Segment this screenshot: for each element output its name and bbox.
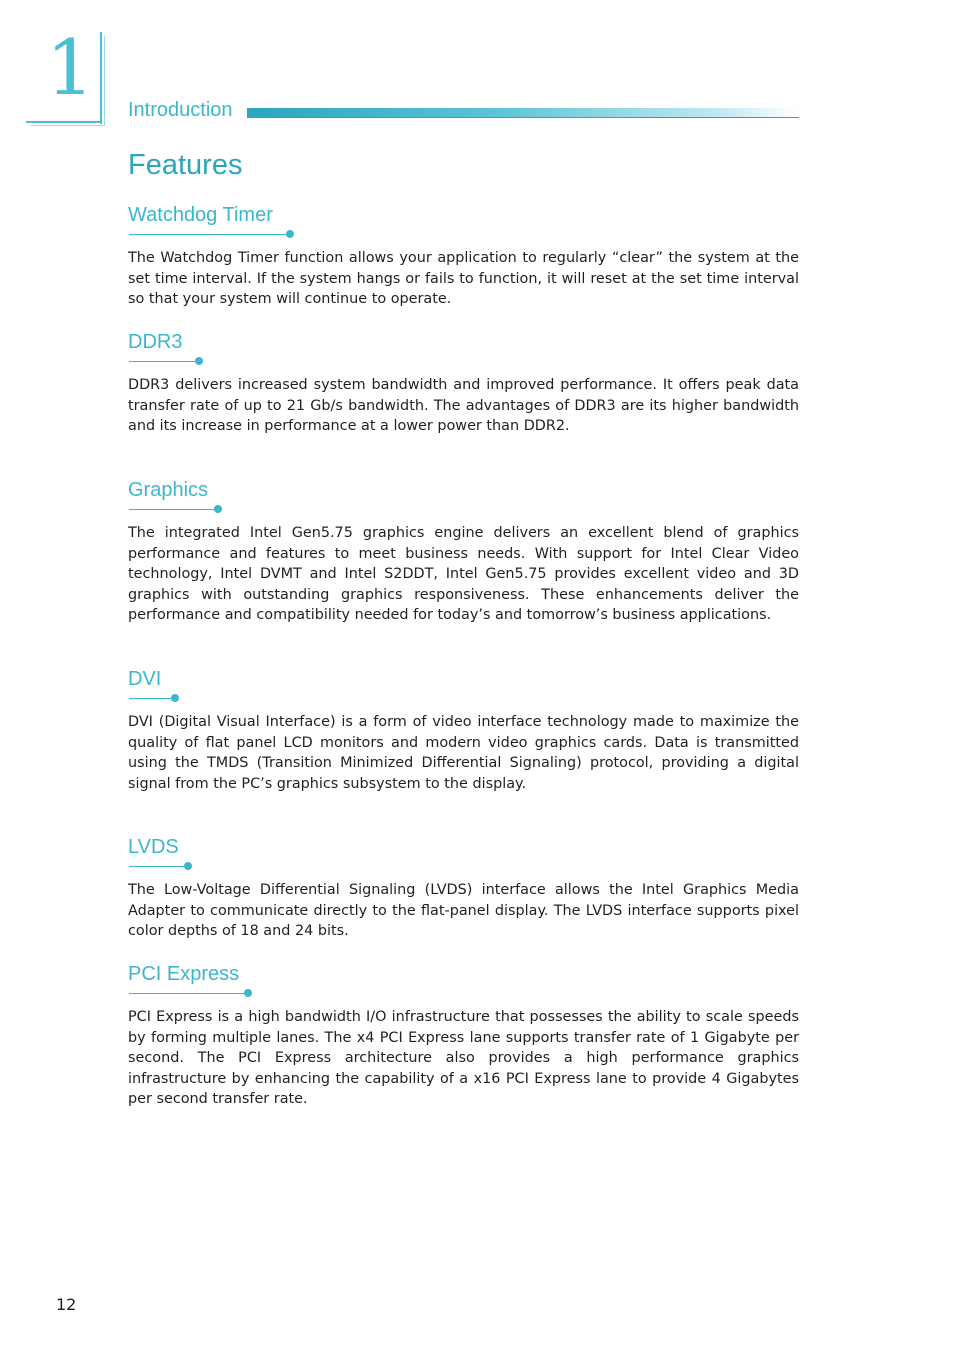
heading-rule-line [129,698,175,699]
page-number: 12 [56,1295,77,1314]
heading-rule-line [129,361,199,362]
section-body: The integrated Intel Gen5.75 graphics engine delivers an excellent blend of graphics performance and features to meet business needs. With support for Intel Clear Video technology, Intel DVMT and Intel S2DDT, Intel Gen5.75 provides excellent video and 3D graphics with outstanding graphics responsiveness. These enhancements deliver the performance and compatibility needed for today’s and tomorrow’s business applications. [128,525,799,623]
section-body: DVI (Digital Visual Interface) is a form of video interface technology made to maximize the quality of flat panel LCD monitors and modern video graphics cards. Data is transmitted using the TMDS (Transition Minimized Differential Signaling) protocol, providing a digital signal from the PC’s graphics subsystem to the display. [128,714,799,792]
heading-rule-dot [214,505,222,513]
chapter-frame-vertical [100,32,102,124]
chapter-frame-vertical-shadow [104,36,105,126]
section-heading: Graphics [128,479,209,501]
section-heading: DDR3 [128,331,183,353]
heading-rule [128,694,799,702]
running-title-bar-underline [247,117,799,118]
heading-rule-dot [184,862,192,870]
section-body: DDR3 delivers increased system bandwidth and improved performance. It offers peak data transfer rate of up to 21 Gb/s bandwidth. The advantages of DDR3 are its higher bandwidth and its increase in performance at a lower power than DDR2. [128,377,799,434]
chapter-number: 1 [46,23,95,112]
section-body: The Watchdog Timer function allows your application to regularly “clear” the system at the set time interval. If the system hangs or fails to function, it will reset at the set time interval so that your system will continue to operate. [128,250,799,307]
heading-rule-dot [244,989,252,997]
heading-rule-line [129,234,289,235]
section-ddr3 [128,330,799,437]
section-heading: LVDS [128,836,179,858]
heading-rule-line [129,993,249,994]
heading-rule-line [129,509,217,510]
heading-rule [128,357,799,365]
section-graphics [128,478,799,626]
heading-rule [128,230,799,238]
chapter-frame-horizontal-shadow [30,125,105,126]
heading-rule [128,505,799,513]
heading-rule [128,862,799,870]
section-pci-express [128,962,799,1110]
section-lvds [128,835,799,942]
heading-rule-dot [171,694,179,702]
section-heading: Watchdog Timer [128,204,273,226]
heading-rule [128,989,799,997]
chapter-frame-horizontal [26,121,102,123]
section-dvi [128,667,799,794]
heading-rule-line [129,866,187,867]
section-body: PCI Express is a high bandwidth I/O infrastructure that possesses the ability to scale speeds by forming multiple lanes. The x4 PCI Express lane supports transfer rate of 1 Gigabyte per second. The PCI Express architecture also provides a high performance graphics infrastructure by enhancing the capability of a x16 PCI Express lane to provide 4 Gigabytes per second transfer rate. [128,1009,799,1107]
heading-rule-dot [286,230,294,238]
running-title-bar [247,108,799,117]
section-heading: DVI [128,668,162,690]
heading-rule-dot [195,357,203,365]
section-heading: PCI Express [128,963,240,985]
page-title: Features [128,149,243,181]
section-body: The Low-Voltage Differential Signaling (LVDS) interface allows the Intel Graphics Media Adapter to communicate directly to the flat-panel display. The LVDS interface supports pixel color depths of 18 and 24 bits. [128,882,799,939]
section-watchdog-timer [128,203,799,310]
running-title: Introduction [128,99,233,121]
